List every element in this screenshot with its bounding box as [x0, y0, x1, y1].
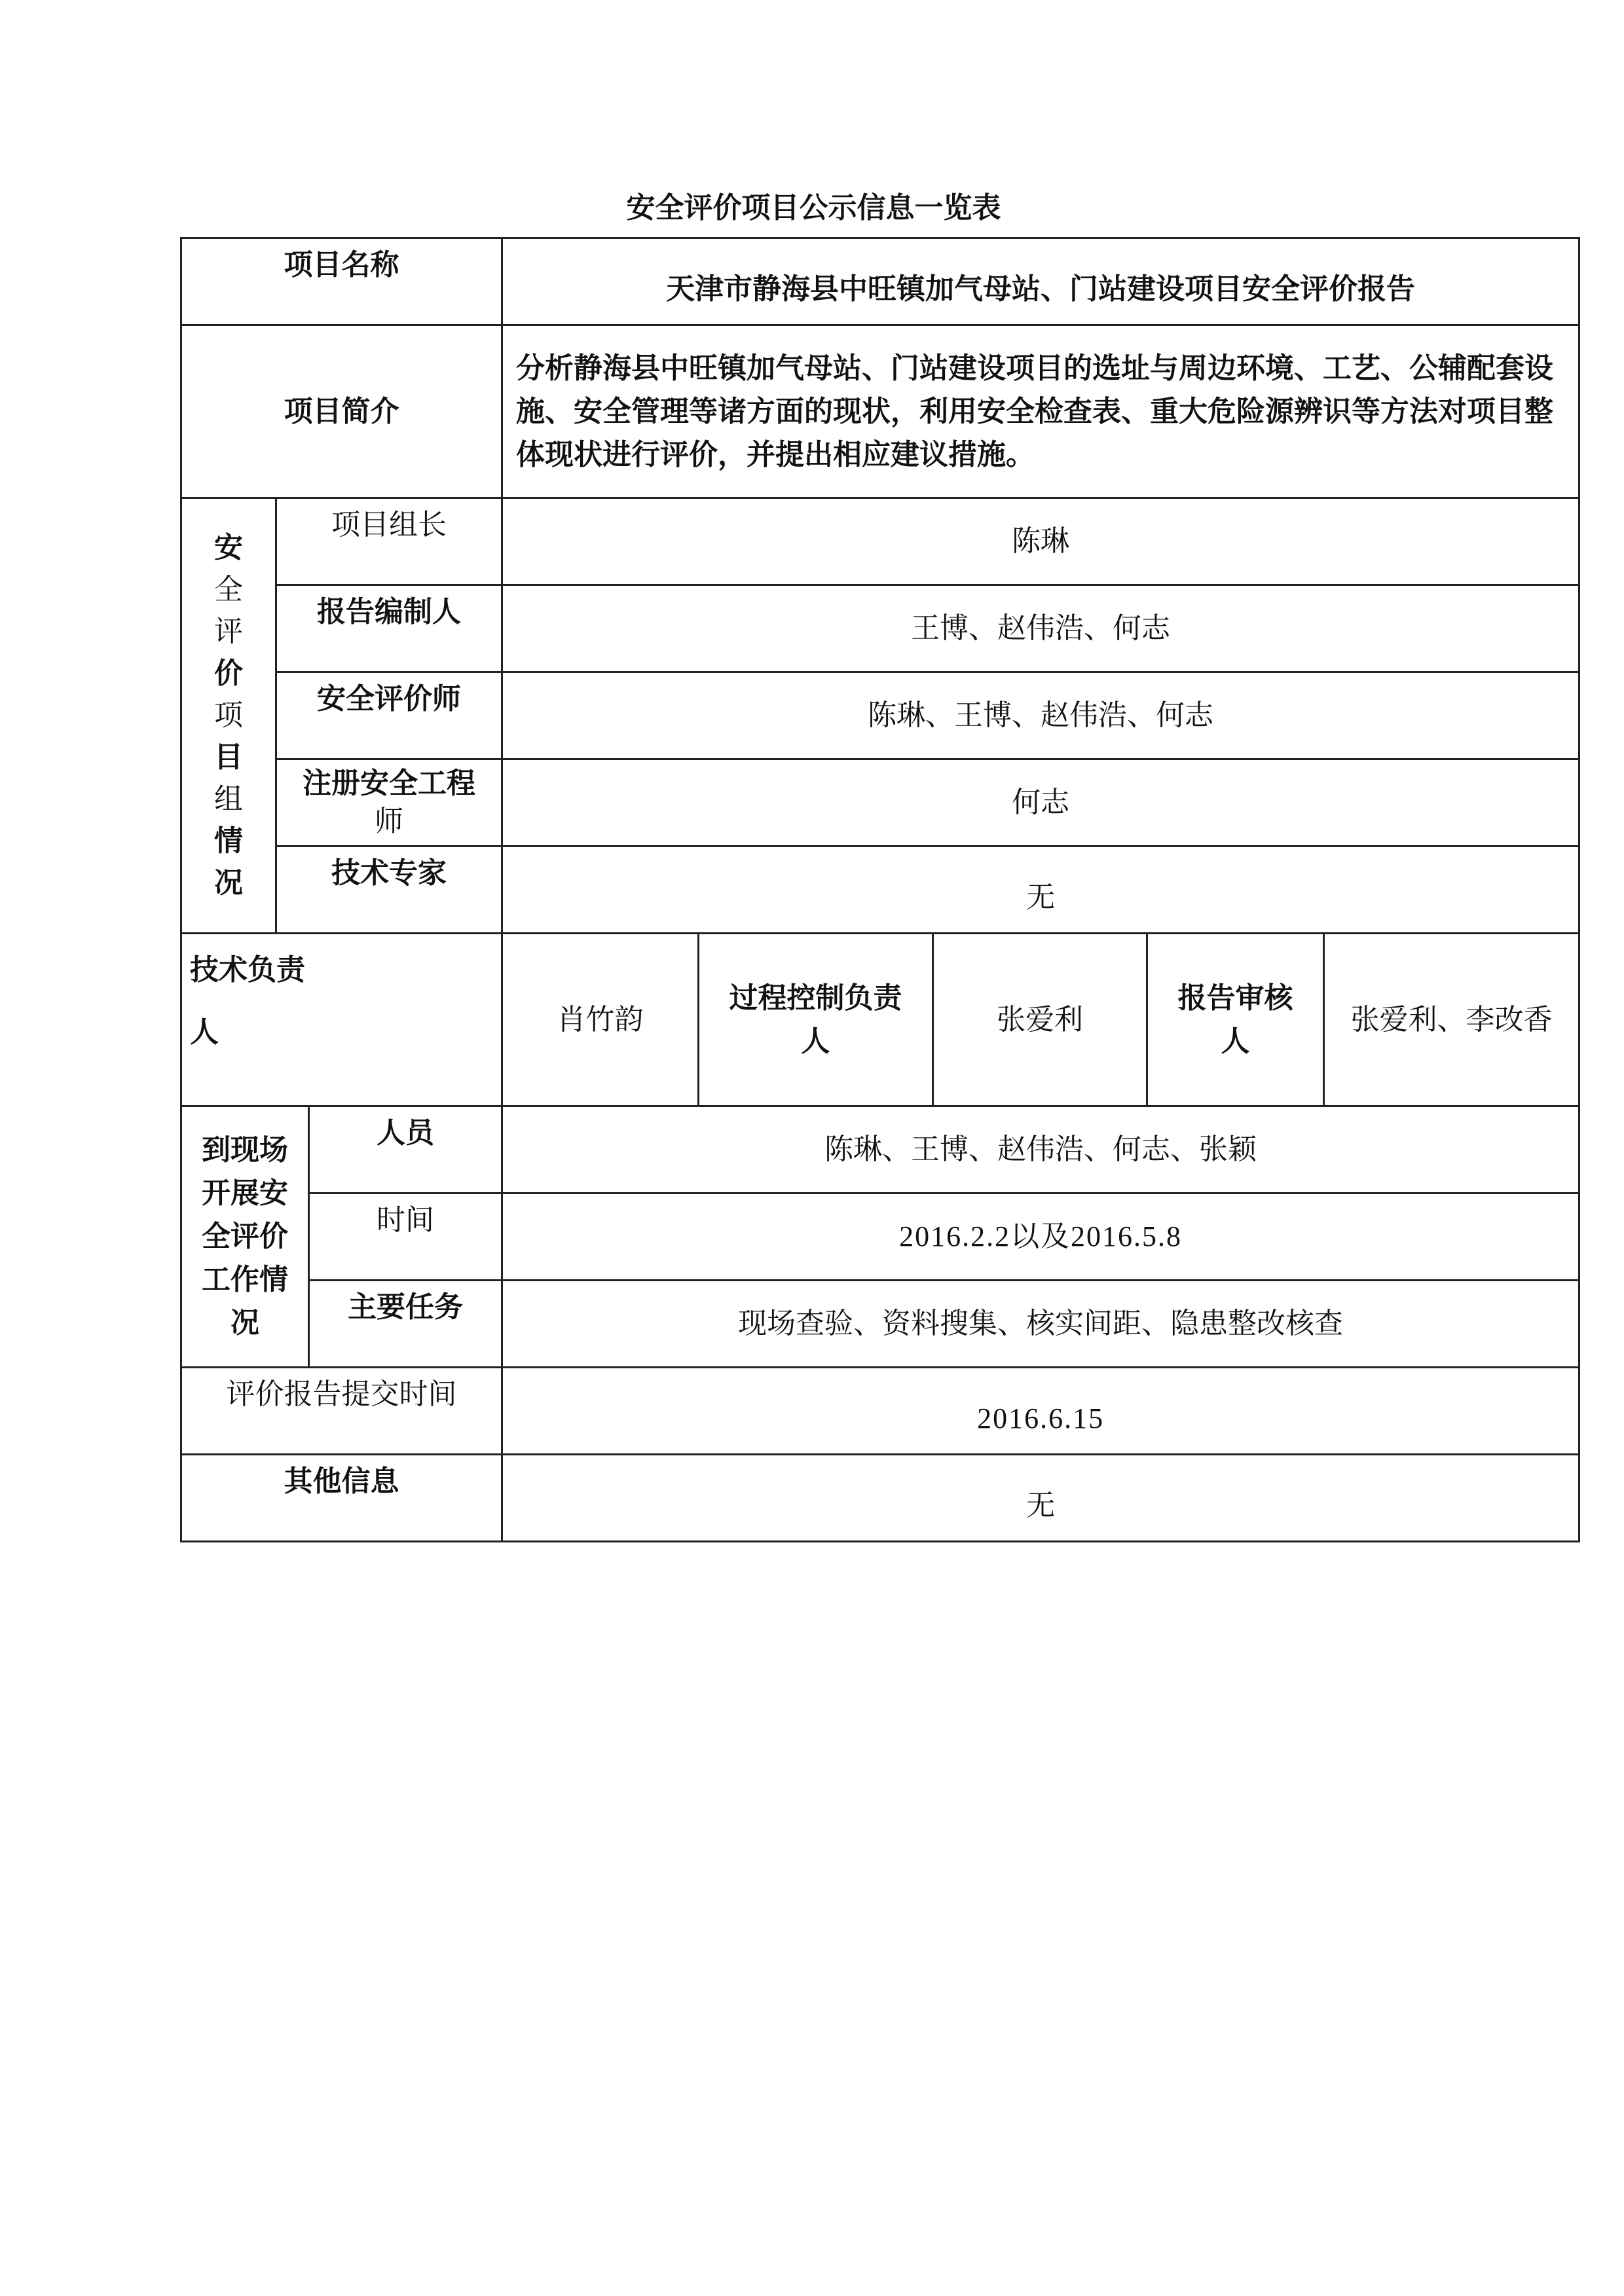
onsite-label: 主要任务 [309, 1281, 502, 1368]
team-value: 陈琳、王博、赵伟浩、何志 [502, 672, 1579, 759]
tech-label-line: 技术负责 [190, 953, 305, 987]
onsite-row [181, 1106, 1579, 1194]
team-label-line: 师 [375, 805, 404, 838]
project-intro-value: 分析静海县中旺镇加气母站、门站建设项目的选址与周边环境、工艺、公辅配套设施、安全管理等诸方面的现状，利用安全检查表、重大危险源辨识等方法对项目整体现状进行评价，并提出相应建议措施。 [502, 325, 1579, 498]
project-name-value: 天津市静海县中旺镇加气母站、门站建设项目安全评价报告 [502, 238, 1579, 325]
team-group-char: 目 [214, 740, 243, 774]
team-label: 安全评价师 [276, 672, 502, 759]
team-group-char: 况 [214, 866, 243, 900]
team-group-char: 评 [214, 615, 243, 648]
submit-time-value: 2016.6.15 [502, 1368, 1579, 1455]
team-row [181, 672, 1579, 759]
tech-label-line: 人 [190, 1015, 219, 1049]
team-group-label [181, 498, 276, 934]
onsite-group-line: 全评价 [202, 1220, 288, 1253]
submit-time-label: 评价报告提交时间 [181, 1368, 502, 1455]
onsite-group-line: 开展安 [202, 1176, 288, 1210]
team-row [181, 759, 1579, 847]
team-value: 陈琳 [502, 498, 1579, 585]
other-info-label: 其他信息 [181, 1455, 502, 1542]
process-label-line: 过程控制负责 [729, 981, 902, 1015]
onsite-label: 时间 [309, 1194, 502, 1281]
team-label [276, 759, 502, 847]
team-group-char: 情 [214, 824, 243, 858]
onsite-group-line: 工作情 [202, 1263, 288, 1296]
team-label: 项目组长 [276, 498, 502, 585]
submit-time-row [181, 1368, 1579, 1455]
review-label-line: 报告审核 [1177, 981, 1293, 1015]
review-responsible-label [1147, 934, 1324, 1106]
project-name-row [181, 238, 1579, 325]
onsite-row [181, 1281, 1579, 1368]
process-responsible-label [699, 934, 933, 1106]
project-intro-row [181, 325, 1579, 498]
info-table [180, 237, 1580, 1542]
other-info-value: 无 [502, 1455, 1579, 1542]
onsite-group-line: 况 [231, 1306, 259, 1339]
project-name-label: 项目名称 [181, 238, 502, 325]
onsite-value: 2016.2.2以及2016.5.8 [502, 1194, 1579, 1281]
project-intro-label: 项目简介 [181, 325, 502, 498]
review-responsible-value: 张爱利、李改香 [1324, 934, 1579, 1106]
team-group-char: 项 [214, 699, 243, 732]
team-label-line: 注册安全工程 [303, 767, 476, 800]
onsite-value: 现场查验、资料搜集、核实间距、隐患整改核查 [502, 1281, 1579, 1368]
team-label: 技术专家 [276, 847, 502, 934]
onsite-group-line: 到现场 [202, 1133, 288, 1167]
team-row [181, 585, 1579, 672]
team-value: 无 [502, 847, 1579, 934]
team-group-char: 组 [214, 782, 243, 816]
tech-responsible-value: 肖竹韵 [502, 934, 699, 1106]
team-row [181, 498, 1579, 585]
onsite-label: 人员 [309, 1106, 502, 1194]
team-group-char: 价 [214, 657, 243, 690]
team-group-char: 全 [214, 573, 243, 606]
onsite-value: 陈琳、王博、赵伟浩、何志、张颖 [502, 1106, 1579, 1194]
team-label: 报告编制人 [276, 585, 502, 672]
team-value: 何志 [502, 759, 1579, 847]
process-responsible-value: 张爱利 [933, 934, 1147, 1106]
responsible-row [181, 934, 1579, 1106]
process-label-line: 人 [801, 1024, 830, 1058]
tech-responsible-label [181, 934, 502, 1106]
team-value: 王博、赵伟浩、何志 [502, 585, 1579, 672]
page-title: 安全评价项目公示信息一览表 [626, 191, 1001, 225]
team-row [181, 847, 1579, 934]
team-group-char: 安 [214, 531, 243, 564]
onsite-row [181, 1194, 1579, 1281]
review-label-line: 人 [1221, 1024, 1250, 1058]
onsite-group-label [181, 1106, 309, 1368]
other-info-row [181, 1455, 1579, 1542]
